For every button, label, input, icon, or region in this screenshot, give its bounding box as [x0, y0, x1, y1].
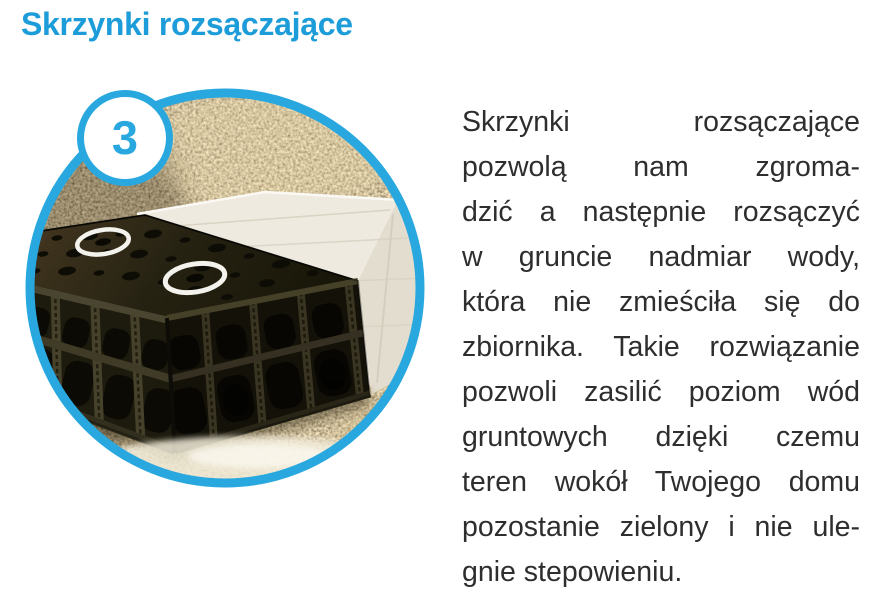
paragraph-line: teren wokół Twojego domu: [462, 466, 860, 498]
page-title: Skrzynki rozsączające: [21, 6, 353, 42]
paragraph-line: dzić a następnie rozsączyć: [462, 196, 860, 228]
paragraph-line: w gruncie nadmiar wody,: [462, 241, 860, 273]
paragraph-line: zbiornika. Takie rozwiązanie: [462, 331, 860, 363]
paragraph-line: pozostanie zielony i nie ule-: [462, 511, 860, 543]
paragraph-line: gnie stepowieniu.: [462, 556, 683, 588]
paragraph-line: gruntowych dzięki czemu: [462, 421, 860, 453]
description-paragraph: [462, 100, 860, 595]
step-number: 3: [111, 110, 139, 164]
paragraph-line: pozwolą nam zgroma-: [462, 151, 860, 183]
paragraph-line: która nie zmieściła się do: [462, 286, 860, 318]
step-badge: [77, 90, 173, 186]
paragraph-line: Skrzynki rozsączające: [462, 106, 860, 138]
paragraph-line: pozwoli zasilić poziom wód: [462, 376, 860, 408]
figure-photo: [25, 88, 425, 488]
